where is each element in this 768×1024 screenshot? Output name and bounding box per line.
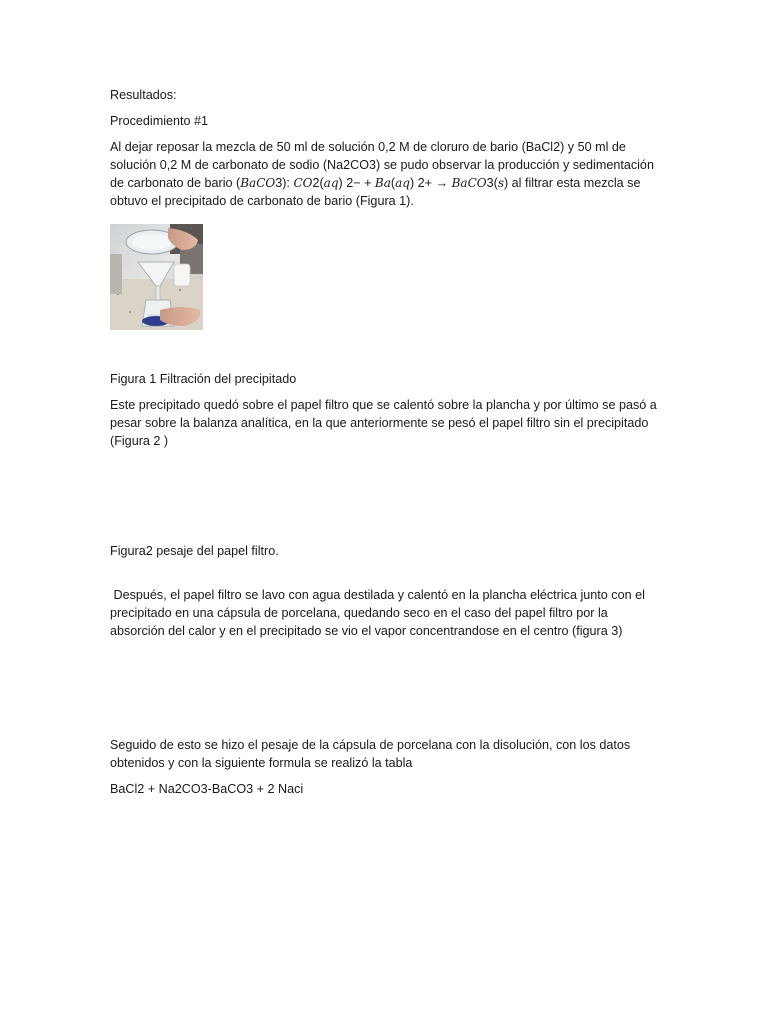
math-aq: aq <box>323 176 339 190</box>
math-baco3: BaCO <box>240 176 276 190</box>
math-aq-2: aq <box>395 176 410 190</box>
paragraph-precipitation <box>110 138 660 210</box>
figure2-placeholder <box>110 450 660 534</box>
paragraph1-text-g: 3( <box>486 176 498 190</box>
procedure-title: Procedimiento #1 <box>110 114 209 128</box>
paragraph1-text-h: ) al filtrar esta mezcla se obtuvo el precipitado de carbonato de bario (Figura 1). <box>110 176 641 208</box>
paragraph-table: Seguido de esto se hizo el pesaje de la cápsula de porcelana con la disolución, con los datos obtenidos y con la siguiente formula se realizó la tabla <box>110 738 631 770</box>
paragraph1-text-f: ) 2+ → <box>409 176 452 190</box>
reaction-formula: BaCl2 + Na2CO3-BaCO3 + 2 Naci <box>110 782 304 796</box>
math-s: s <box>497 176 504 190</box>
paragraph1-text-b: 3): <box>275 176 294 190</box>
paragraph1-text-e: ( <box>390 176 396 190</box>
document-body <box>110 86 660 798</box>
math-ba: Ba <box>374 176 391 190</box>
results-heading: Resultados: <box>110 88 177 102</box>
figure1-filtration-photo <box>110 224 203 330</box>
paragraph1-text-a: Al dejar reposar la mezcla de 50 ml de solución 0,2 M de cloruro de bario (BaCl2) y 50 ml de solución 0,2 M de carbonato de sodio (Na2CO3) se pudo observar la producción y sedimentación de carbonato de bario ( <box>110 140 654 190</box>
paragraph1-text-c: 2( <box>312 176 324 190</box>
math-co: CO <box>293 176 313 190</box>
paragraph-washing: Después, el papel filtro se lavo con agua destilada y calentó en la plancha eléctrica junto con el precipitado en una cápsula de porcelana, quedando seco en el caso del papel filtro por la absorción del calor y en el precipitado se vio el vapor concentrandose en el centro (figura 3) <box>110 588 649 638</box>
figure1-caption: Figura 1 Filtración del precipitado <box>110 372 297 386</box>
paragraph1-text-d: ) 2− + <box>338 176 375 190</box>
figure3-placeholder <box>110 640 660 734</box>
paragraph-weighing: Este precipitado quedó sobre el papel filtro que se calentó sobre la plancha y por último se pasó a pesar sobre la balanza analítica, en la que anteriormente se pesó el papel filtro sin el precipitado (Figura 2 ) <box>110 398 657 448</box>
figure2-caption: Figura2 pesaje del papel filtro. <box>110 544 279 558</box>
math-baco3-2: BaCO <box>451 176 487 190</box>
